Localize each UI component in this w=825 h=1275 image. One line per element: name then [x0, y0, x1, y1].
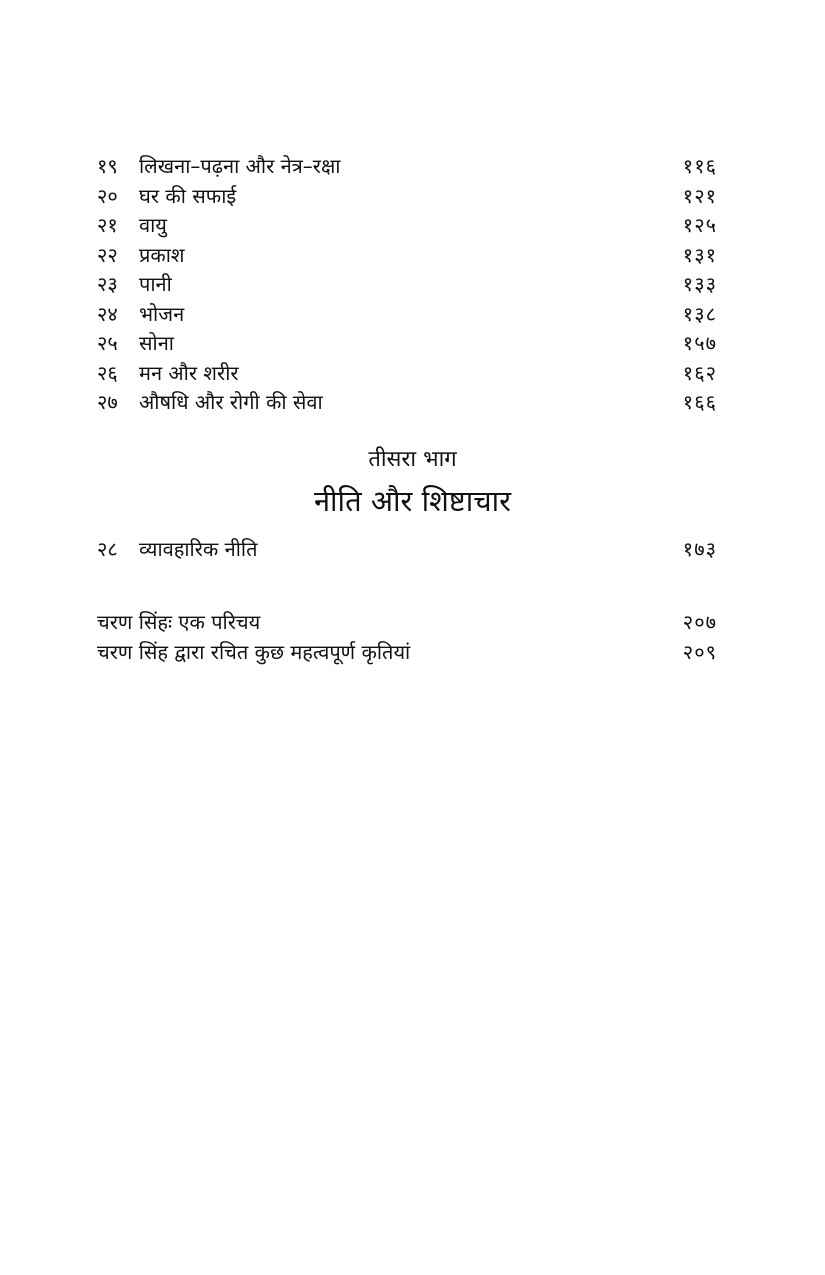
- chapter-number: २१: [97, 213, 118, 237]
- page-number: २०७: [682, 610, 717, 634]
- chapter-title: मन और शरीर: [139, 360, 239, 385]
- toc-row: [97, 535, 717, 565]
- chapter-number: २२: [97, 242, 118, 267]
- toc-row: [97, 359, 717, 389]
- chapter-title: औषधि और रोगी की सेवा: [139, 390, 323, 414]
- toc-row: [97, 182, 717, 212]
- chapter-number: २५: [97, 331, 118, 355]
- toc-row: [97, 211, 717, 241]
- appendix-title: चरण सिंहः एक परिचय: [97, 610, 261, 634]
- toc-row: [97, 300, 717, 330]
- chapter-title: सोना: [139, 331, 174, 355]
- toc-list-part-two: [97, 152, 717, 418]
- page-number: १३३: [682, 272, 717, 296]
- toc-row: [97, 388, 717, 418]
- page-number: १६६: [682, 390, 717, 414]
- page-number: १५७: [682, 331, 717, 355]
- part-heading: नीति और शिष्टाचार: [313, 484, 512, 518]
- chapter-title: भोजन: [139, 301, 185, 326]
- page-number: १७३: [682, 537, 717, 561]
- toc-row: [97, 329, 717, 359]
- toc-row: [97, 608, 717, 638]
- chapter-title: प्रकाश: [139, 242, 185, 267]
- page-number: १२५: [682, 213, 717, 237]
- page-number: १६२: [682, 360, 717, 385]
- toc-row: [97, 270, 717, 300]
- toc-list-appendix: [97, 608, 717, 667]
- appendix-title: चरण सिंह द्वारा रचित कुछ महत्वपूर्ण कृतियां: [97, 639, 411, 664]
- toc-row: [97, 638, 717, 668]
- chapter-title: व्यावहारिक नीति: [139, 537, 258, 561]
- chapter-number: २६: [97, 360, 118, 385]
- part-label: तीसरा भाग: [368, 447, 457, 472]
- chapter-number: २३: [97, 272, 118, 296]
- toc-row: [97, 152, 717, 182]
- chapter-title: लिखना–पढ़ना और नेत्र–रक्षा: [139, 154, 341, 178]
- chapter-number: १९: [97, 154, 118, 178]
- toc-row: [97, 241, 717, 271]
- chapter-number: २७: [97, 390, 118, 414]
- chapter-number: २४: [97, 301, 118, 326]
- chapter-title: पानी: [139, 272, 172, 296]
- chapter-number: २८: [97, 537, 118, 561]
- chapter-title: घर की सफाई: [139, 183, 237, 208]
- page-number: २०९: [682, 639, 717, 664]
- chapter-number: २०: [97, 183, 118, 208]
- toc-list-part-three: [97, 535, 717, 565]
- page-number: ११६: [682, 154, 717, 178]
- page-number: १३१: [682, 242, 717, 267]
- chapter-title: वायु: [139, 213, 167, 237]
- page-number: १३८: [682, 301, 717, 326]
- page-number: १२१: [682, 183, 717, 208]
